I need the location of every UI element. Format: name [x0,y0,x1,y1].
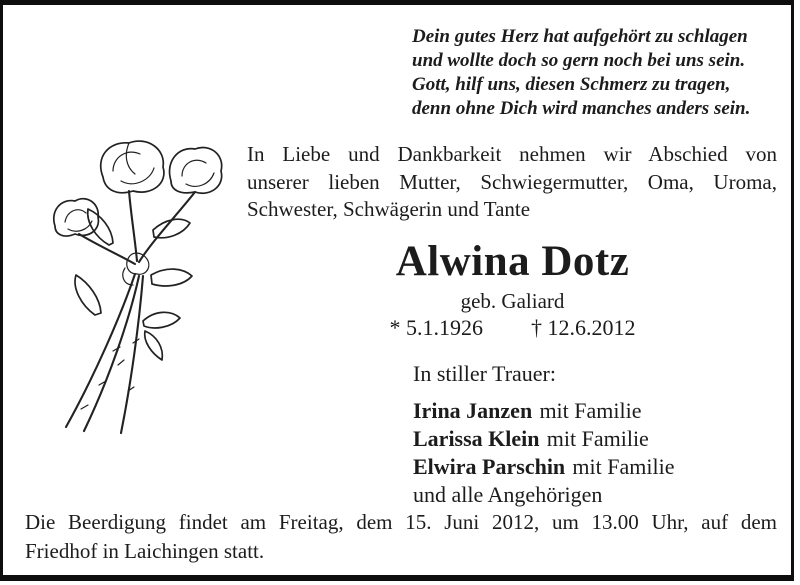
funeral-line: Friedhof in Laichingen statt. [25,538,265,563]
mourner-name: Larissa Klein [413,426,540,451]
poem-line: und wollte doch so gern noch bei uns sein. [412,50,746,71]
mourner-name: Irina Janzen [413,398,533,423]
funeral-info [25,508,777,565]
mourning-closing: und alle Angehörigen [413,482,603,507]
intro-line: Schwester, Schwägerin und Tante [247,197,531,221]
poem-line: Dein gutes Herz hat aufgehört zu schlagen [412,26,748,47]
mourner-row [413,425,674,453]
mourner-row [413,397,674,425]
intro-paragraph [247,141,777,224]
mourner-row [413,453,674,481]
life-dates [250,315,775,341]
birth-date: * 5.1.1926 [389,315,483,340]
mourner-suffix: mit Familie [572,454,675,479]
maiden-name: geb. Galiard [460,289,565,313]
rose-bouquet-icon [25,133,237,438]
deceased-name: Alwina Dotz [395,238,630,285]
mourning-block [413,360,674,509]
mourner-suffix: mit Familie [546,426,649,451]
intro-line: unserer lieben Mutter, Schwiegermutter, Oma, Uroma, [247,169,777,194]
mourner-name: Elwira Parschin [413,454,566,479]
poem-line: Gott, hilf uns, diesen Schmerz zu tragen, [412,74,731,95]
mourning-heading: In stiller Trauer: [413,361,556,386]
rose-bouquet-illustration [25,133,237,438]
deceased-block [250,238,775,341]
poem-block [412,25,750,121]
intro-line: In Liebe und Dankbarkeit nehmen wir Abschied von [247,142,777,166]
mourner-suffix: mit Familie [539,398,642,423]
death-date: † 12.6.2012 [531,315,636,340]
poem-line: denn ohne Dich wird manches anders sein. [412,98,751,119]
funeral-line: Die Beerdigung findet am Freitag, dem 15. Juni 2012, um 13.00 Uhr, auf dem [25,510,777,534]
